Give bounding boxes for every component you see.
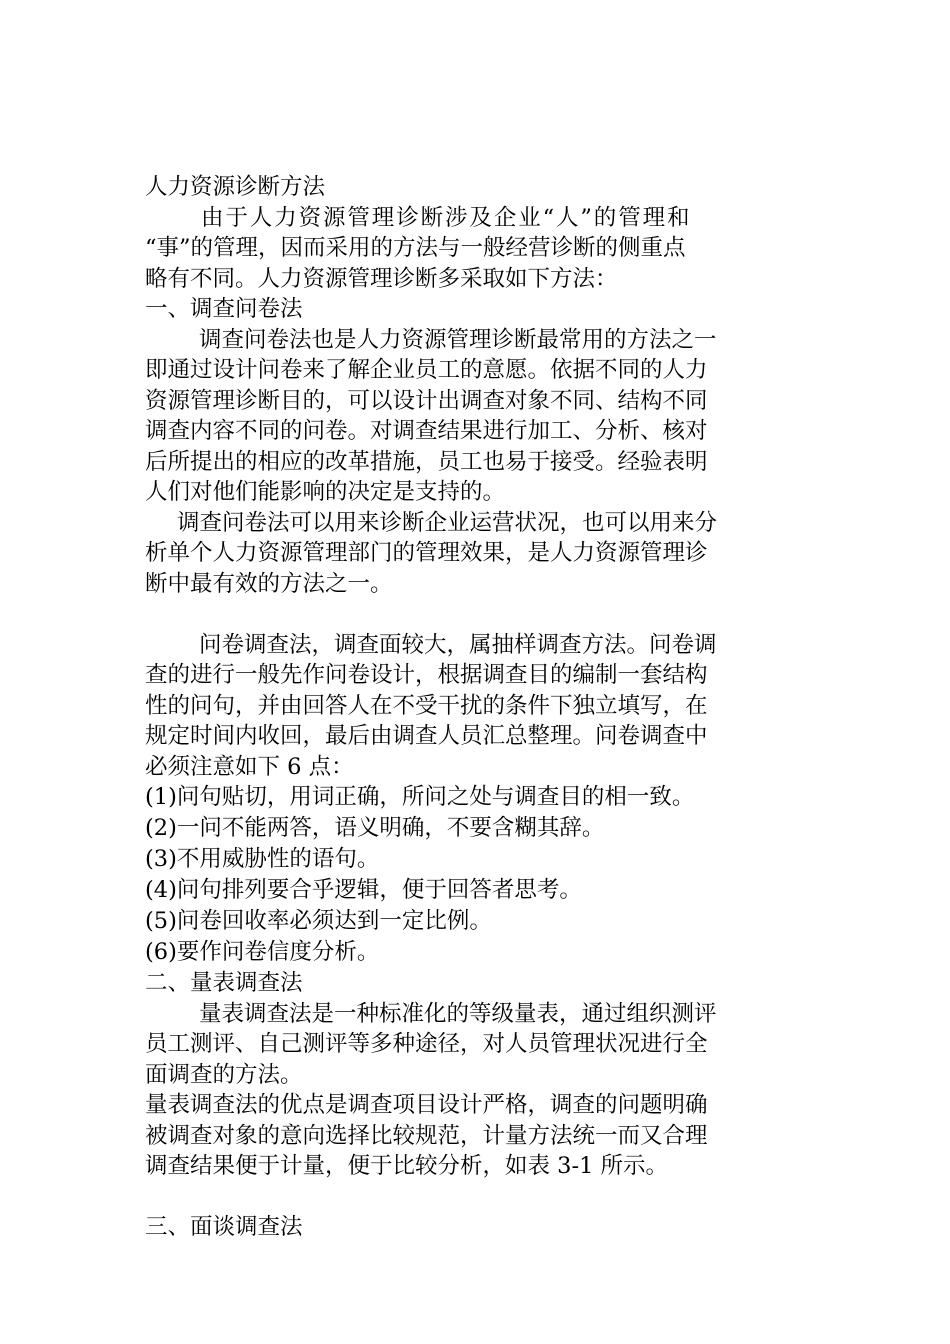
intro-line: “事”的管理，因而采用的方法与一般经营诊断的侧重点 <box>145 235 686 261</box>
list-item: (6)要作问卷信度分析。 <box>145 939 380 965</box>
paragraph-line: 调查结果便于计量，便于比较分析，如表 3-1 所示。 <box>145 1153 669 1179</box>
paragraph-line: 查的进行一般先作问卷设计，根据调查目的编制一套结构 <box>145 662 708 688</box>
list-item: (5)问卷回收率必须达到一定比例。 <box>145 908 492 934</box>
blank-line <box>145 599 805 630</box>
list-item: (2)一问不能两答，语义明确，不要含糊其辞。 <box>145 815 605 841</box>
list-item: (1)问句贴切，用词正确，所问之处与调查目的相一致。 <box>145 784 695 810</box>
intro-line: 由于人力资源管理诊断涉及企业“人”的管理和 <box>201 204 692 231</box>
paragraph-line: 性的问句，并由回答人在不受干扰的条件下独立填写，在 <box>145 692 708 719</box>
section-heading: 一、调查问卷法 <box>145 296 303 322</box>
intro-paragraph <box>145 203 805 295</box>
paragraph-line: 即通过设计问卷来了解企业员工的意愿。依据不同的人力 <box>145 357 708 383</box>
points-list <box>145 782 805 968</box>
paragraph-line: 必须注意如下 6 点： <box>145 753 354 780</box>
list-item: (3)不用威胁性的语句。 <box>145 846 380 872</box>
paragraph-line: 断中最有效的方法之一。 <box>145 570 393 597</box>
section1-paragraph <box>145 630 805 783</box>
paragraph-line: 规定时间内收回，最后由调查人员汇总整理。问卷调查中 <box>145 723 708 749</box>
paragraph-line: 后所提出的相应的改革措施，员工也易于接受。经验表明 <box>145 448 708 475</box>
section2-paragraph <box>145 1090 805 1182</box>
section-heading: 三、面谈调查法 <box>145 1214 303 1240</box>
document-page <box>145 172 805 1243</box>
paragraph-line: 调查问卷法可以用来诊断企业运营状况，也可以用来分 <box>177 509 718 536</box>
paragraph-line: 人们对他们能影响的决定是支持的。 <box>145 479 506 505</box>
paragraph-line: 资源管理诊断目的，可以设计出调查对象不同、结构不同 <box>145 387 708 414</box>
paragraph-line: 被调查对象的意向选择比较规范，计量方法统一而又合理 <box>145 1122 708 1149</box>
paragraph-line: 调查内容不同的问卷。对调查结果进行加工、分析、核对 <box>145 418 708 444</box>
document-title: 人力资源诊断方法 <box>145 174 326 200</box>
blank-line <box>145 1182 805 1213</box>
paragraph-line: 析单个人力资源管理部门的管理效果，是人力资源管理诊 <box>145 540 708 566</box>
paragraph-line: 量表调查法的优点是调查项目设计严格，调查的问题明确 <box>145 1092 708 1118</box>
section1-paragraph <box>145 508 805 600</box>
intro-line: 略有不同。人力资源管理诊断多采取如下方法： <box>145 265 618 292</box>
section-heading: 二、量表调查法 <box>145 970 303 996</box>
paragraph-line: 员工测评、自己测评等多种途径，对人员管理状况进行全 <box>145 1031 708 1057</box>
paragraph-line: 量表调查法是一种标准化的等级量表，通过组织测评 <box>199 1000 717 1027</box>
list-item: (4)问句排列要合乎逻辑，便于回答者思考。 <box>145 877 582 903</box>
paragraph-line: 面调查的方法。 <box>145 1061 303 1088</box>
paragraph-line: 问卷调查法，调查面较大，属抽样调查方法。问卷调 <box>199 631 717 658</box>
section2-paragraph <box>145 999 805 1091</box>
paragraph-line: 调查问卷法也是人力资源管理诊断最常用的方法之一 <box>199 326 717 353</box>
section1-paragraph <box>145 325 805 508</box>
